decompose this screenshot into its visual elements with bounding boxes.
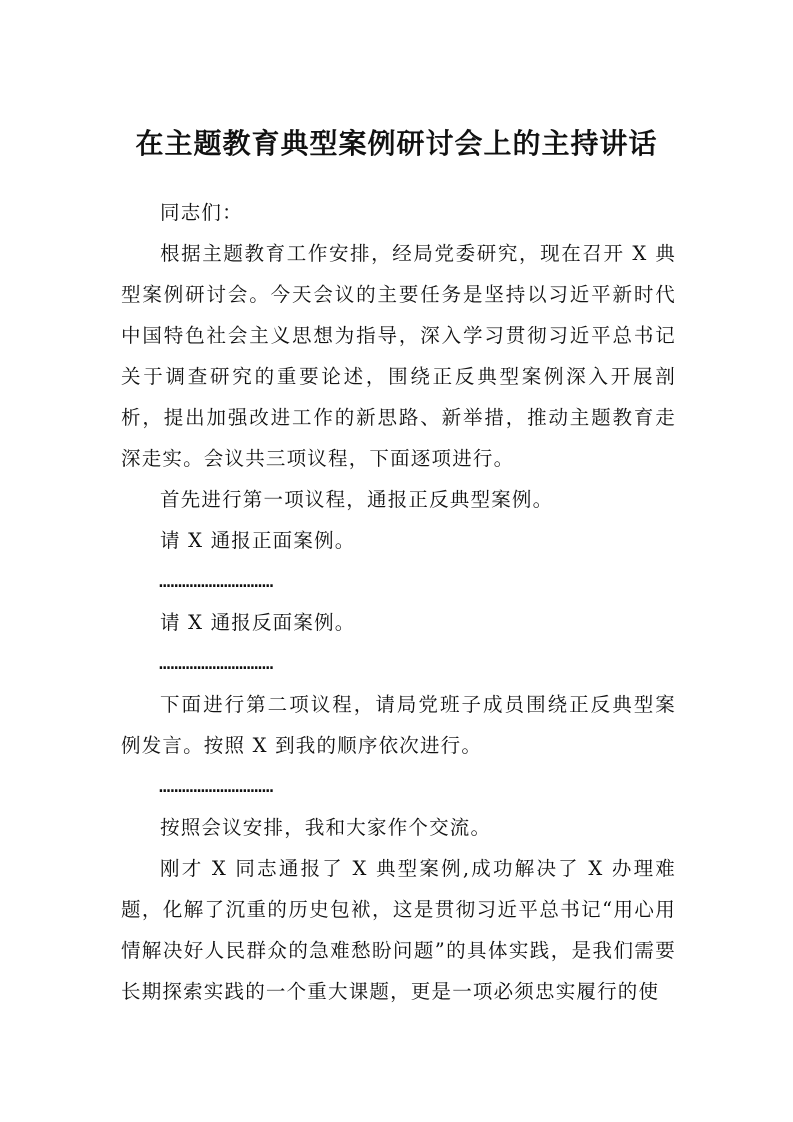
paragraph-agenda-2: 下面进行第二项议程，请局党班子成员围绕正反典型案例发言。按照 X 到我的顺序依次进行。	[121, 693, 676, 757]
paragraph-negative-case: 请 X 通报反面案例。	[160, 611, 356, 634]
ellipsis-line: …………………………	[159, 775, 274, 797]
ellipsis-line: …………………………	[159, 570, 274, 592]
paragraph-commentary: 刚才 X 同志通报了 X 典型案例,成功解决了 X 办理难题，化解了沉重的历史包袱，这是贯彻习近平总书记“用心用情解决好人民群众的急难愁盼问题”的具体实践，是我们需要长期探索实践的一个重大课题，更是一项必须忠实履行的使	[121, 857, 676, 1003]
paragraph-positive-case: 请 X 通报正面案例。	[160, 529, 356, 552]
paragraph-agenda-1: 首先进行第一项议程，通报正反典型案例。	[160, 488, 554, 511]
document-title: 在主题教育典型案例研讨会上的主持讲话	[135, 127, 658, 160]
paragraph-intro: 根据主题教育工作安排，经局党委研究，现在召开 X 典型案例研讨会。今天会议的主要任务是坚持以习近平新时代中国特色社会主义思想为指导，深入学习贯彻习近平总书记关于调查研究的重要论述，围绕正反典型案例深入开展剖析，提出加强改进工作的新思路、新举措，推动主题教育走深走实。会议共三项议程，下面逐项进行。	[121, 242, 676, 470]
ellipsis-line: …………………………	[159, 652, 274, 674]
salutation: 同志们：	[160, 201, 243, 224]
document-body	[121, 192, 676, 1012]
paragraph-exchange: 按照会议安排，我和大家作个交流。	[160, 816, 492, 839]
